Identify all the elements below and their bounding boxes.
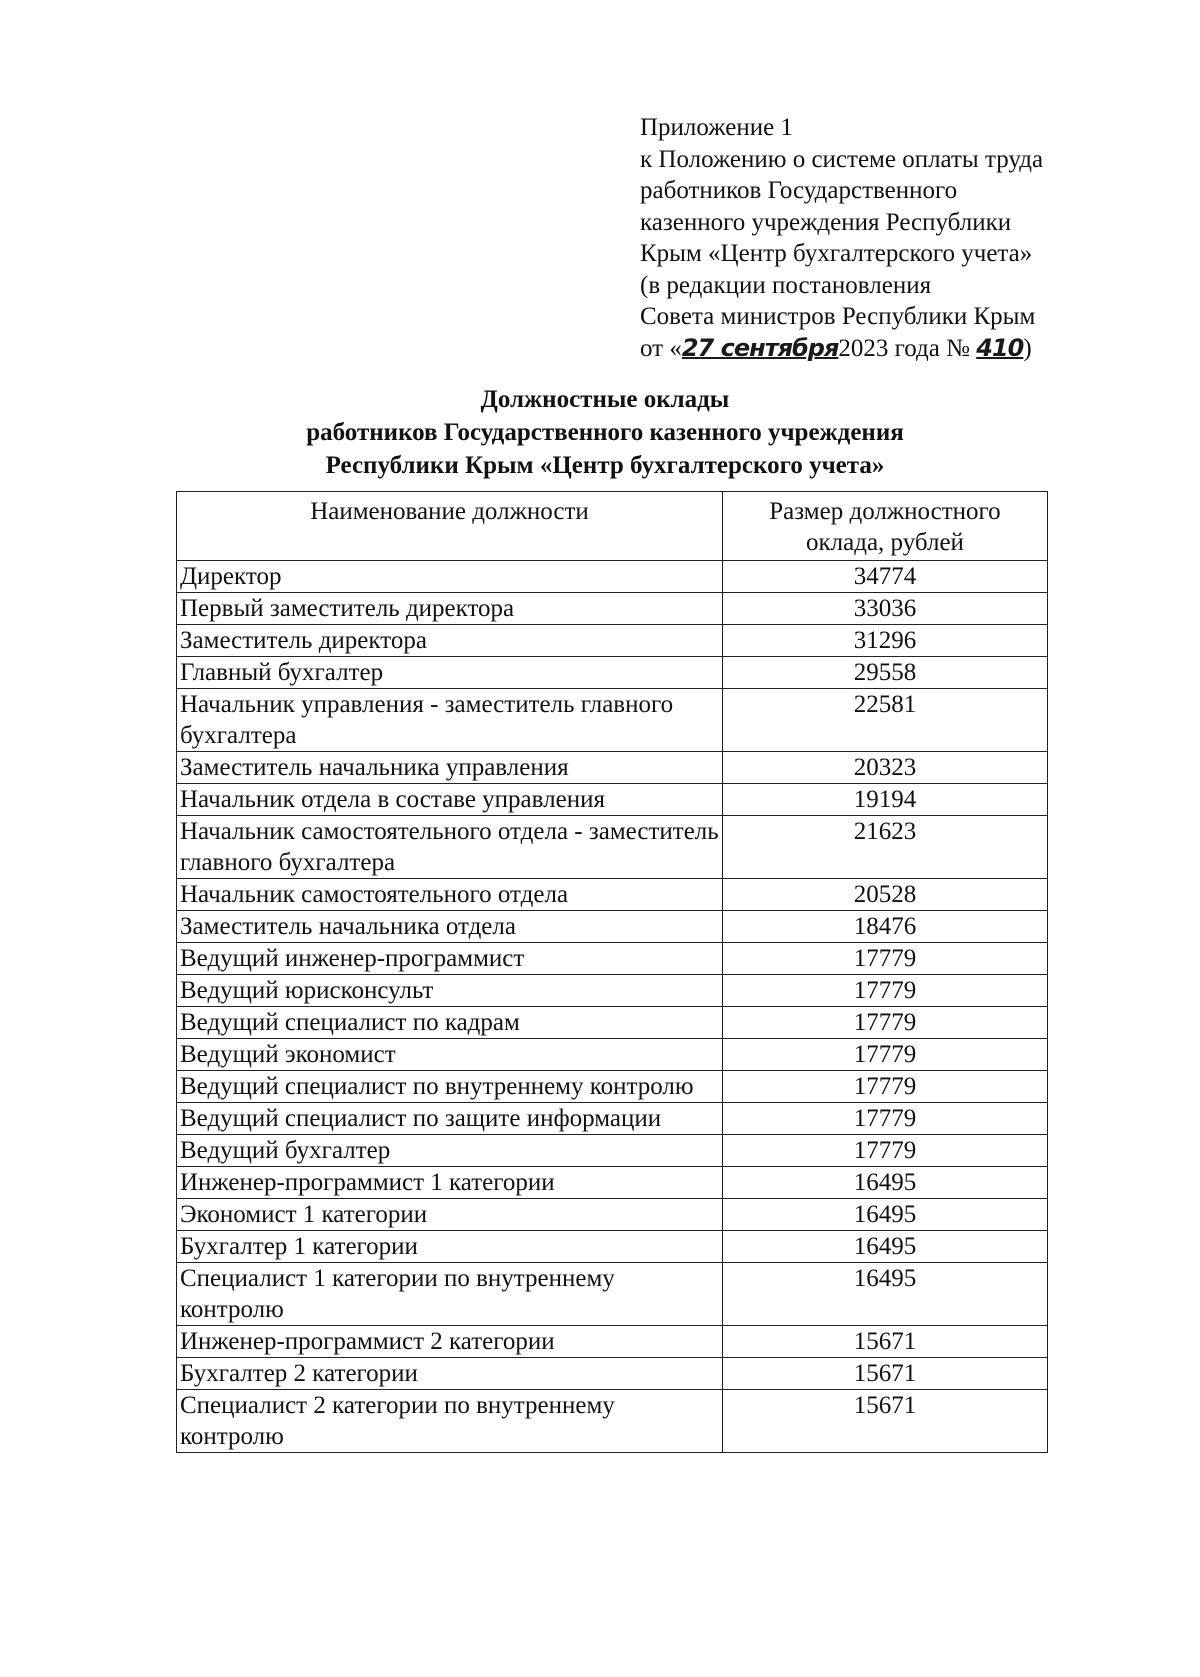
table-row [177, 1007, 1048, 1039]
appendix-block [640, 112, 1110, 364]
table-row [177, 625, 1048, 657]
date-prefix: от « [640, 334, 682, 362]
position-cell: Начальник самостоятельного отдела - заместитель главного бухгалтера [177, 816, 723, 879]
table-row [177, 1390, 1048, 1453]
title-line: работников Государственного казенного учреждения [306, 419, 904, 446]
table-row [177, 911, 1048, 943]
table-row [177, 1103, 1048, 1135]
position-cell: Начальник управления - заместитель главного бухгалтера [177, 689, 723, 752]
position-cell: Ведущий экономист [177, 1039, 723, 1071]
salary-cell: 15671 [722, 1358, 1047, 1390]
appendix-line: казенного учреждения Республики [640, 208, 1012, 236]
salary-cell: 15671 [722, 1326, 1047, 1358]
position-cell: Заместитель начальника управления [177, 752, 723, 784]
appendix-line: работников Государственного [640, 177, 958, 204]
salary-cell: 17779 [722, 975, 1047, 1007]
salary-cell: 15671 [722, 1390, 1047, 1453]
title-line: Республики Крым «Центр бухгалтерского учета» [325, 452, 885, 479]
salary-cell: 17779 [722, 1007, 1047, 1039]
appendix-line: к Положению о системе оплаты труда [640, 145, 1044, 173]
table-row [177, 1135, 1048, 1167]
position-cell: Главный бухгалтер [177, 657, 723, 689]
salary-cell: 19194 [722, 784, 1047, 816]
position-cell: Ведущий специалист по кадрам [177, 1007, 723, 1039]
header-position: Наименование должности [177, 492, 723, 561]
salary-cell: 31296 [722, 625, 1047, 657]
salary-cell: 16495 [722, 1231, 1047, 1263]
table-row [177, 943, 1048, 975]
salary-cell: 20323 [722, 752, 1047, 784]
salary-cell: 18476 [722, 911, 1047, 943]
position-cell: Первый заместитель директора [177, 593, 723, 625]
salary-cell: 17779 [722, 1071, 1047, 1103]
salary-cell: 20528 [722, 879, 1047, 911]
position-cell: Начальник самостоятельного отдела [177, 879, 723, 911]
appendix-line: Крым «Центр бухгалтерского учета» [640, 240, 1033, 267]
table-row [177, 1231, 1048, 1263]
date-year: 2023 года № [838, 334, 970, 362]
position-cell: Специалист 1 категории по внутреннему контролю [177, 1263, 723, 1326]
table-row [177, 784, 1048, 816]
table-row [177, 1358, 1048, 1390]
salary-cell: 17779 [722, 943, 1047, 975]
salary-cell: 17779 [722, 1039, 1047, 1071]
salary-cell: 33036 [722, 593, 1047, 625]
table-body [177, 561, 1048, 1453]
position-cell: Инженер-программист 2 категории [177, 1326, 723, 1358]
salary-cell: 16495 [722, 1263, 1047, 1326]
table-row [177, 1263, 1048, 1326]
header-salary: Размер должностного оклада, рублей [722, 492, 1047, 561]
table-header-row [177, 492, 1048, 561]
appendix-line: Приложение 1 [640, 114, 793, 141]
position-cell: Бухгалтер 2 категории [177, 1358, 723, 1390]
handwritten-number: 410 [976, 333, 1024, 362]
salary-cell: 34774 [722, 561, 1047, 593]
table-row [177, 1039, 1048, 1071]
document-title [170, 383, 1040, 482]
appendix-line: Совета министров Республики Крым [640, 303, 1036, 330]
table-row [177, 816, 1048, 879]
position-cell: Ведущий специалист по защите информации [177, 1103, 723, 1135]
position-cell: Инженер-программист 1 категории [177, 1167, 723, 1199]
position-cell: Заместитель начальника отдела [177, 911, 723, 943]
salary-cell: 17779 [722, 1135, 1047, 1167]
position-cell: Директор [177, 561, 723, 593]
salary-cell: 17779 [722, 1103, 1047, 1135]
salary-cell: 16495 [722, 1199, 1047, 1231]
table-row [177, 879, 1048, 911]
position-cell: Ведущий юрисконсульт [177, 975, 723, 1007]
appendix-date-line [640, 333, 1110, 365]
salary-table [176, 491, 1048, 1453]
table-row [177, 1071, 1048, 1103]
table-row [177, 1199, 1048, 1231]
table-row [177, 1167, 1048, 1199]
handwritten-date: 27 сентября [681, 333, 839, 362]
position-cell: Начальник отдела в составе управления [177, 784, 723, 816]
salary-cell: 16495 [722, 1167, 1047, 1199]
table-row [177, 593, 1048, 625]
appendix-line: (в редакции постановления [640, 271, 932, 299]
table-row [177, 689, 1048, 752]
salary-cell: 22581 [722, 689, 1047, 752]
position-cell: Ведущий специалист по внутреннему контролю [177, 1071, 723, 1103]
table-row [177, 752, 1048, 784]
title-line: Должностные оклады [480, 386, 730, 413]
table-row [177, 561, 1048, 593]
date-suffix: ) [1023, 334, 1032, 362]
position-cell: Ведущий бухгалтер [177, 1135, 723, 1167]
table-row [177, 1326, 1048, 1358]
position-cell: Бухгалтер 1 категории [177, 1231, 723, 1263]
position-cell: Заместитель директора [177, 625, 723, 657]
position-cell: Экономист 1 категории [177, 1199, 723, 1231]
table-row [177, 657, 1048, 689]
salary-cell: 21623 [722, 816, 1047, 879]
table-row [177, 975, 1048, 1007]
position-cell: Специалист 2 категории по внутреннему контролю [177, 1390, 723, 1453]
position-cell: Ведущий инженер-программист [177, 943, 723, 975]
salary-cell: 29558 [722, 657, 1047, 689]
